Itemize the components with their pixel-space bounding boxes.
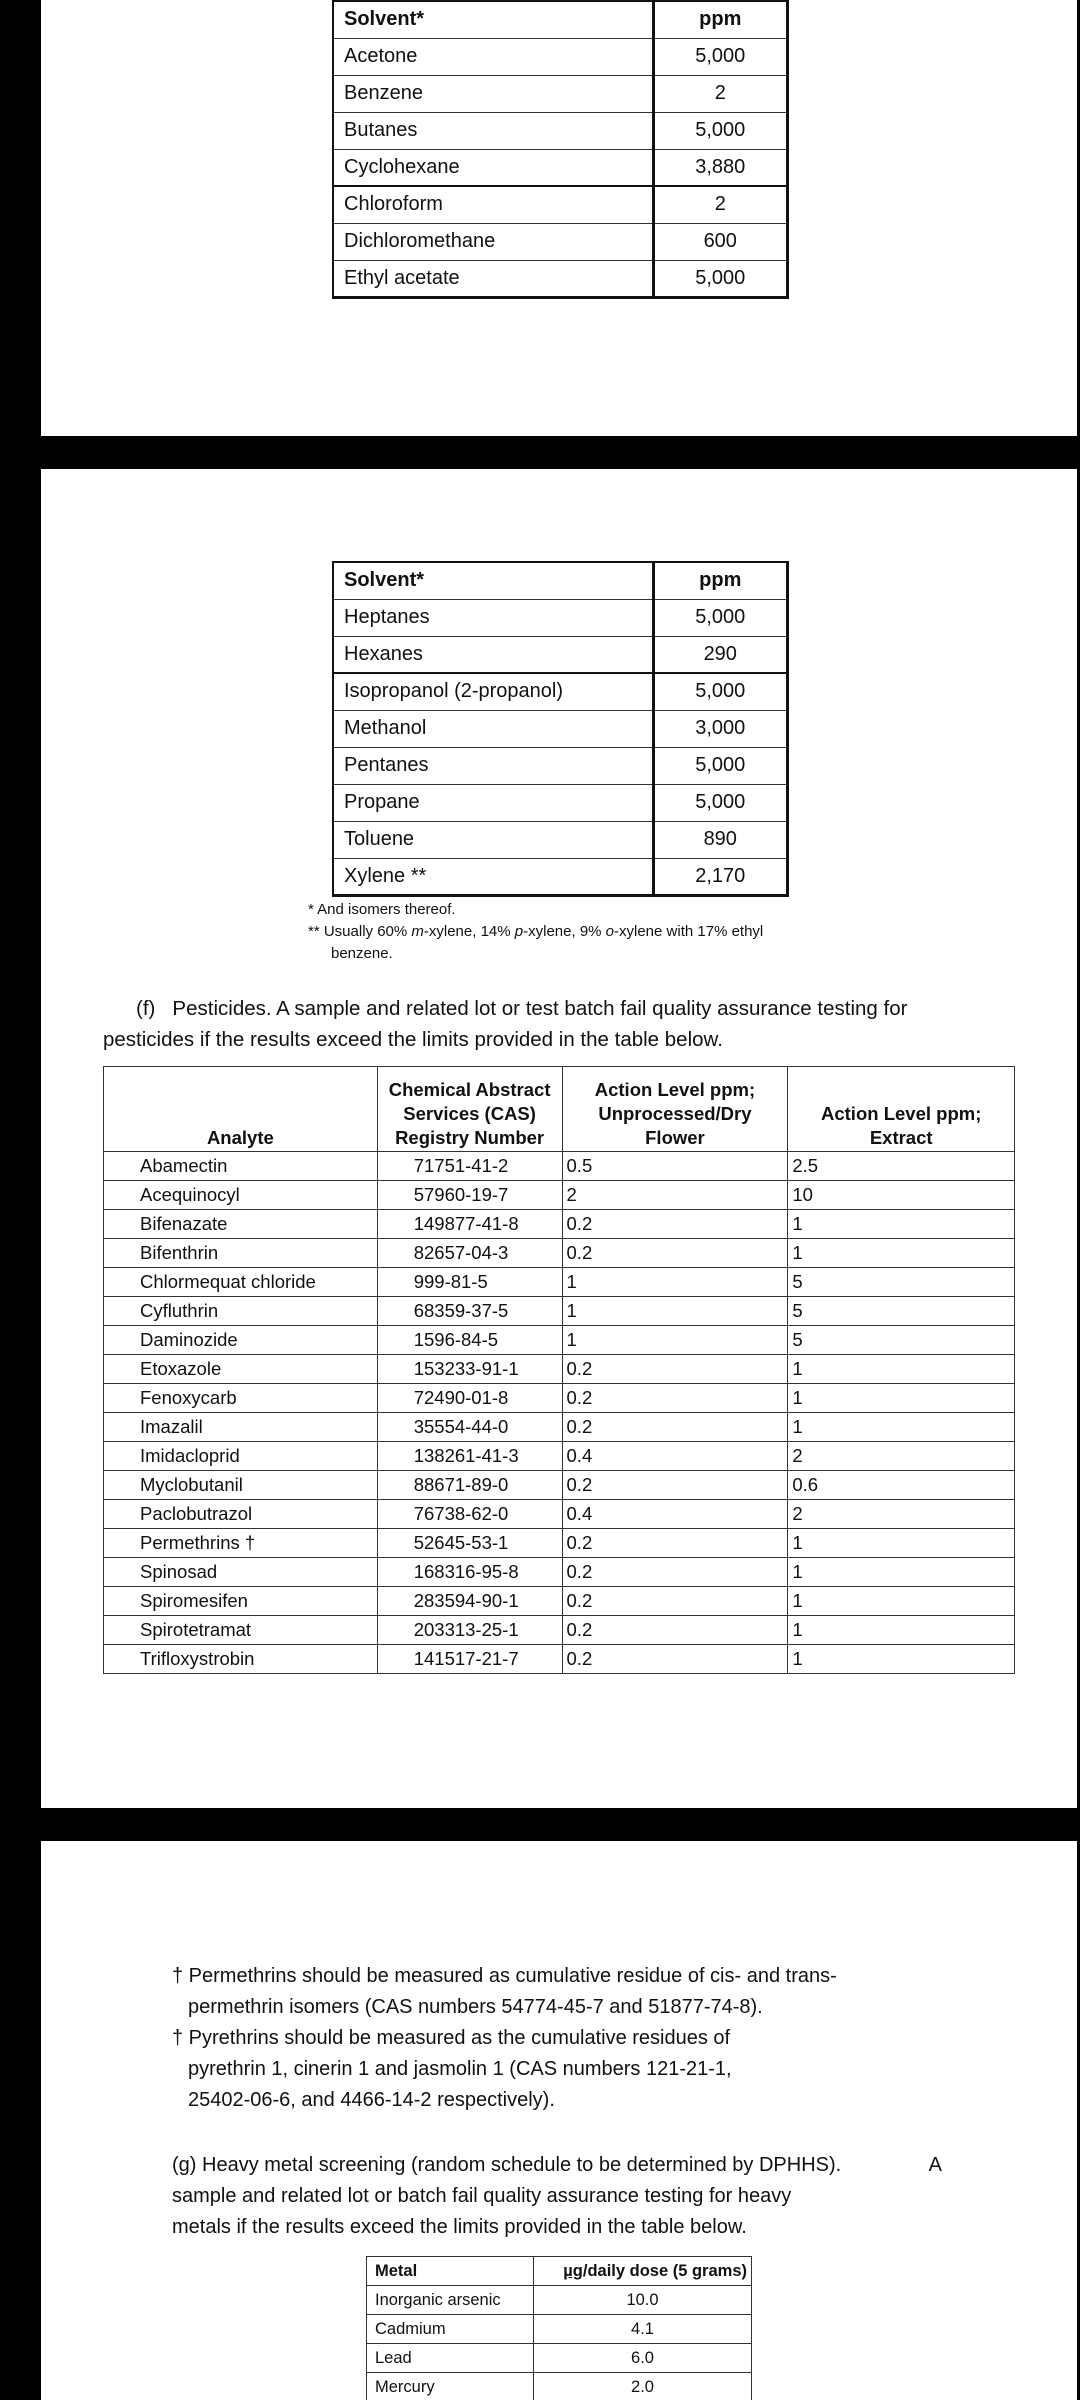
table-row (333, 710, 788, 747)
header-label: Action Level ppm; (594, 1079, 756, 1100)
header-unit (534, 2257, 752, 2286)
dry-flower-level: 2 (562, 1181, 788, 1210)
solvent-ppm: 5,000 (653, 747, 788, 784)
header-solvent: Solvent* (333, 1, 653, 38)
analyte-name: Abamectin (104, 1152, 378, 1181)
extract-level: 0.6 (788, 1471, 1015, 1500)
header-label: Unprocessed/Dry (598, 1103, 752, 1124)
analyte-name: Bifenazate (104, 1210, 378, 1239)
table-row (333, 784, 788, 821)
dry-flower-level: 0.4 (562, 1500, 788, 1529)
dry-flower-level: 1 (562, 1326, 788, 1355)
header-label: Action Level ppm; (821, 1103, 982, 1124)
solvent-ppm: 2 (653, 75, 788, 112)
dry-flower-level: 0.2 (562, 1355, 788, 1384)
extract-level: 1 (788, 1355, 1015, 1384)
cas-number: 1596-84-5 (377, 1326, 562, 1355)
table-row (333, 599, 788, 636)
note-line: pyrethrin 1, cinerin 1 and jasmolin 1 (CAS numbers 121-21-1, (188, 2058, 732, 2080)
solvent-name: Pentanes (333, 747, 653, 784)
unit-rest: /daily dose (5 grams) (582, 2261, 747, 2280)
dry-flower-level: 0.2 (562, 1645, 788, 1674)
note-line: † Permethrins should be measured as cumulative residue of cis- and trans- (172, 1965, 837, 1987)
solvent-ppm: 3,000 (653, 710, 788, 747)
dry-flower-level: 0.2 (562, 1587, 788, 1616)
extract-level: 1 (788, 1616, 1015, 1645)
table-row (104, 1587, 1015, 1616)
heavy-metal-table (366, 2256, 752, 2400)
table-row (104, 1558, 1015, 1587)
analyte-name: Chlormequat chloride (104, 1268, 378, 1297)
solvent-name: Acetone (333, 38, 653, 75)
solvent-name: Hexanes (333, 636, 653, 673)
cas-number: 68359-37-5 (377, 1297, 562, 1326)
analyte-name: Daminozide (104, 1326, 378, 1355)
table-header-row (367, 2257, 752, 2286)
footnote-italic: m (411, 923, 424, 940)
header-label: Registry Number (395, 1127, 545, 1148)
cas-number: 149877-41-8 (377, 1210, 562, 1239)
dry-flower-level: 1 (562, 1268, 788, 1297)
solvent-table-2 (332, 561, 789, 897)
header-metal: Metal (367, 2257, 534, 2286)
extract-level: 1 (788, 1645, 1015, 1674)
solvent-ppm: 600 (653, 223, 788, 260)
table-row (104, 1239, 1015, 1268)
section-f-line2: pesticides if the results exceed the limits provided in the table below. (103, 1028, 723, 1051)
extract-level: 10 (788, 1181, 1015, 1210)
table-row (333, 112, 788, 149)
section-g-tail: A (928, 2154, 942, 2176)
dagger-note-permethrins (172, 1961, 837, 2023)
dry-flower-level: 0.2 (562, 1239, 788, 1268)
footnote-italic: o (605, 923, 615, 940)
footnote-isomers: * And isomers thereof. (308, 901, 456, 918)
header-extract (788, 1067, 1015, 1152)
table-row (104, 1326, 1015, 1355)
table-row (333, 223, 788, 260)
cas-number: 88671-89-0 (377, 1471, 562, 1500)
dry-flower-level: 0.2 (562, 1558, 788, 1587)
solvent-ppm: 890 (653, 821, 788, 858)
cas-number: 82657-04-3 (377, 1239, 562, 1268)
cas-number: 57960-19-7 (377, 1181, 562, 1210)
solvent-ppm: 5,000 (653, 260, 788, 297)
solvent-name: Dichloromethane (333, 223, 653, 260)
table-row (104, 1268, 1015, 1297)
analyte-name: Imazalil (104, 1413, 378, 1442)
solvent-name: Methanol (333, 710, 653, 747)
section-g-line1 (172, 2150, 942, 2181)
analyte-name: Paclobutrazol (104, 1500, 378, 1529)
cas-number: 283594-90-1 (377, 1587, 562, 1616)
header-label: Analyte (206, 1127, 274, 1148)
cas-number: 72490-01-8 (377, 1384, 562, 1413)
solvent-name: Ethyl acetate (333, 260, 653, 297)
extract-level: 1 (788, 1587, 1015, 1616)
extract-level: 1 (788, 1413, 1015, 1442)
metal-value: 10.0 (534, 2286, 752, 2315)
table-row (104, 1500, 1015, 1529)
extract-level: 5 (788, 1326, 1015, 1355)
pesticide-table-body (104, 1152, 1015, 1674)
metal-name: Inorganic arsenic (367, 2286, 534, 2315)
table-row (333, 821, 788, 858)
extract-level: 1 (788, 1239, 1015, 1268)
analyte-name: Bifenthrin (104, 1239, 378, 1268)
solvent-ppm: 290 (653, 636, 788, 673)
table-row (104, 1152, 1015, 1181)
cas-number: 76738-62-0 (377, 1500, 562, 1529)
section-g-line3: metals if the results exceed the limits provided in the table below. (172, 2216, 747, 2238)
solvent-ppm: 2,170 (653, 858, 788, 895)
section-g (172, 2150, 942, 2243)
footnote-text: -xylene, 14% (423, 923, 515, 940)
solvent-ppm: 5,000 (653, 673, 788, 710)
header-dry-flower (562, 1067, 788, 1152)
solvent-ppm: 5,000 (653, 112, 788, 149)
dry-flower-level: 0.2 (562, 1529, 788, 1558)
unit-prefix: µg (563, 2261, 583, 2280)
section-g-text: (g) Heavy metal screening (random schedule to be determined by DPHHS). (172, 2154, 842, 2176)
analyte-name: Trifloxystrobin (104, 1645, 378, 1674)
dry-flower-level: 0.2 (562, 1210, 788, 1239)
cas-number: 203313-25-1 (377, 1616, 562, 1645)
table-row (333, 858, 788, 895)
table-row (367, 2373, 752, 2400)
header-ppm: ppm (653, 562, 788, 599)
analyte-name: Etoxazole (104, 1355, 378, 1384)
solvent-ppm: 5,000 (653, 599, 788, 636)
solvent-name: Propane (333, 784, 653, 821)
analyte-name: Cyfluthrin (104, 1297, 378, 1326)
cas-number: 999-81-5 (377, 1268, 562, 1297)
solvent-name: Toluene (333, 821, 653, 858)
table-row (333, 149, 788, 186)
table-row (104, 1297, 1015, 1326)
cas-number: 141517-21-7 (377, 1645, 562, 1674)
analyte-name: Spiromesifen (104, 1587, 378, 1616)
extract-level: 2.5 (788, 1152, 1015, 1181)
note-line: † Pyrethrins should be measured as the cumulative residues of (172, 2027, 731, 2049)
solvent-ppm: 2 (653, 186, 788, 223)
extract-level: 1 (788, 1529, 1015, 1558)
table-row (367, 2344, 752, 2373)
table-row (333, 186, 788, 223)
header-cas (377, 1067, 562, 1152)
table-row (333, 673, 788, 710)
header-solvent: Solvent* (333, 562, 653, 599)
table-row (367, 2286, 752, 2315)
metal-name: Lead (367, 2344, 534, 2373)
analyte-name: Imidacloprid (104, 1442, 378, 1471)
metal-value: 2.0 (534, 2373, 752, 2400)
table-row (104, 1384, 1015, 1413)
solvent-name: Chloroform (333, 186, 653, 223)
dry-flower-level: 0.4 (562, 1442, 788, 1471)
solvent-ppm: 3,880 (653, 149, 788, 186)
section-g-line2: sample and related lot or batch fail quality assurance testing for heavy (172, 2185, 792, 2207)
dry-flower-level: 0.2 (562, 1413, 788, 1442)
extract-level: 1 (788, 1384, 1015, 1413)
extract-level: 1 (788, 1210, 1015, 1239)
table-header-row (104, 1067, 1015, 1152)
extract-level: 1 (788, 1558, 1015, 1587)
dry-flower-level: 0.2 (562, 1471, 788, 1500)
metal-value: 4.1 (534, 2315, 752, 2344)
table-row (333, 747, 788, 784)
table-row (333, 636, 788, 673)
table-row (104, 1355, 1015, 1384)
table-row (333, 75, 788, 112)
table-row (104, 1616, 1015, 1645)
header-label: Flower (645, 1127, 705, 1148)
solvent-ppm: 5,000 (653, 784, 788, 821)
footnote-xylene-line2: benzene. (331, 945, 393, 962)
header-label: Extract (869, 1127, 933, 1148)
note-line: permethrin isomers (CAS numbers 54774-45-7 and 51877-74-8). (188, 1996, 763, 2018)
metal-name: Cadmium (367, 2315, 534, 2344)
metal-name: Mercury (367, 2373, 534, 2400)
solvent-table-1 (332, 0, 789, 299)
extract-level: 5 (788, 1268, 1015, 1297)
dry-flower-level: 0.2 (562, 1384, 788, 1413)
solvent-name: Butanes (333, 112, 653, 149)
footnote-text: -xylene with 17% ethyl (614, 923, 764, 940)
dry-flower-level: 0.2 (562, 1616, 788, 1645)
analyte-name: Fenoxycarb (104, 1384, 378, 1413)
cas-number: 35554-44-0 (377, 1413, 562, 1442)
table-row (104, 1471, 1015, 1500)
extract-level: 2 (788, 1500, 1015, 1529)
table-row (104, 1210, 1015, 1239)
cas-number: 138261-41-3 (377, 1442, 562, 1471)
metal-value: 6.0 (534, 2344, 752, 2373)
table-row (104, 1181, 1015, 1210)
header-label: Services (CAS) (403, 1103, 536, 1124)
footnote-italic: p (514, 923, 524, 940)
dry-flower-level: 1 (562, 1297, 788, 1326)
pesticide-table (103, 1066, 1015, 1674)
cas-number: 71751-41-2 (377, 1152, 562, 1181)
analyte-name: Spinosad (104, 1558, 378, 1587)
table-row (104, 1645, 1015, 1674)
solvent-name: Isopropanol (2-propanol) (333, 673, 653, 710)
analyte-name: Permethrins † (104, 1529, 378, 1558)
footnote-text: ** Usually 60% (308, 923, 412, 940)
header-ppm: ppm (653, 1, 788, 38)
dry-flower-level: 0.5 (562, 1152, 788, 1181)
cas-number: 52645-53-1 (377, 1529, 562, 1558)
note-line: 25402-06-6, and 4466-14-2 respectively). (188, 2089, 555, 2111)
footnote-text: -xylene, 9% (523, 923, 606, 940)
cas-number: 153233-91-1 (377, 1355, 562, 1384)
solvent-name: Xylene ** (333, 858, 653, 895)
table-row (333, 38, 788, 75)
extract-level: 5 (788, 1297, 1015, 1326)
table-header-row (333, 1, 788, 38)
solvent-name: Benzene (333, 75, 653, 112)
solvent-name: Cyclohexane (333, 149, 653, 186)
table-row (333, 260, 788, 297)
section-f-line1: (f) Pesticides. A sample and related lot or test batch fail quality assurance testing for (136, 997, 908, 1020)
dagger-note-pyrethrins (172, 2023, 732, 2116)
extract-level: 2 (788, 1442, 1015, 1471)
header-label: Chemical Abstract (388, 1079, 551, 1100)
analyte-name: Myclobutanil (104, 1471, 378, 1500)
header-analyte (104, 1067, 378, 1152)
table-row (104, 1413, 1015, 1442)
table-row (104, 1529, 1015, 1558)
cas-number: 168316-95-8 (377, 1558, 562, 1587)
solvent-ppm: 5,000 (653, 38, 788, 75)
table-header-row (333, 562, 788, 599)
table-row (367, 2315, 752, 2344)
analyte-name: Spirotetramat (104, 1616, 378, 1645)
analyte-name: Acequinocyl (104, 1181, 378, 1210)
footnote-xylene (308, 921, 763, 943)
solvent-name: Heptanes (333, 599, 653, 636)
table-row (104, 1442, 1015, 1471)
